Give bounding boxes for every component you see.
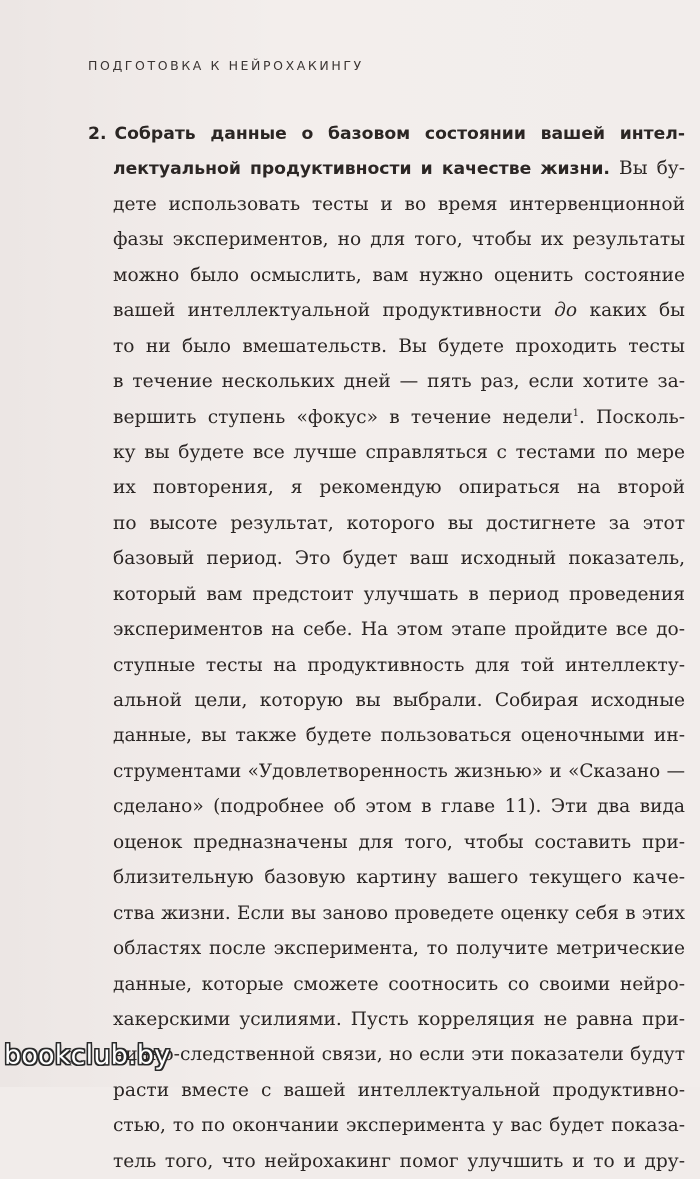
text-line xyxy=(88,400,685,435)
text-line: который вам предстоит улучшать в период проведения xyxy=(113,583,685,605)
text-line: оценок предназначены для того, чтобы составить при- xyxy=(113,831,685,853)
text-line: ступные тесты на продуктивность для той интеллекту- xyxy=(113,654,685,676)
text-span: . Посколь- xyxy=(578,406,685,428)
text-line: экспериментов на себе. На этом этапе пройдите все до- xyxy=(113,619,685,641)
text-line: их повторения, я рекомендую опираться на второй xyxy=(113,477,685,499)
item-bold-lead: Собрать данные о базовом состоянии вашей интел- xyxy=(114,124,685,144)
text-line: фазы экспериментов, но для того, чтобы их результаты xyxy=(113,229,685,251)
numbered-item xyxy=(88,116,685,1179)
text-line xyxy=(88,116,685,151)
text-line: базовый период. Это будет ваш исходный показатель, xyxy=(113,548,685,570)
text-line: близительную базовую картину вашего текущего каче- xyxy=(113,867,685,889)
item-bold-lead-cont: лектуальной продуктивности и качестве жизни. xyxy=(113,159,610,180)
text-line: дете использовать тесты и во время интервенционной xyxy=(113,193,685,215)
watermark xyxy=(4,1040,170,1071)
text-span: вершить ступень «фокус» в течение недели xyxy=(113,406,573,428)
text-line: ку вы будете все лучше справляться с тестами по мере xyxy=(113,441,685,463)
text-line: по высоте результат, которого вы достигнете за этот xyxy=(113,512,685,534)
italic-emphasis: до xyxy=(554,300,578,322)
text-line: сделано» (подробнее об этом в главе 11). Эти два вида xyxy=(113,796,685,818)
text-span: вашей интеллектуальной продуктивности xyxy=(113,300,555,322)
item-number: 2. xyxy=(88,124,107,144)
watermark-text: bookclub.by xyxy=(4,1040,171,1071)
text-line: струментами «Удовлетворенность жизнью» и «Сказано — xyxy=(113,760,685,782)
text-line: хакерскими усилиями. Пусть корреляция не равна при- xyxy=(113,1008,685,1030)
text-line: то ни было вмешательств. Вы будете проходить тесты xyxy=(113,335,685,357)
text-line: чинно-следственной связи, но если эти показатели будут xyxy=(113,1044,685,1066)
text-line: областях после эксперимента, то получите метрические xyxy=(113,938,685,960)
text-line: можно было осмыслить, вам нужно оценить состояние xyxy=(113,264,685,286)
text-span: Вы бу- xyxy=(609,158,685,180)
text-line: тель того, что нейрохакинг помог улучшить и то и дру- xyxy=(113,1150,685,1172)
text-line xyxy=(88,293,685,328)
text-line: альной цели, которую вы выбрали. Собирая исходные xyxy=(113,690,685,711)
text-line: расти вместе с вашей интеллектуальной продуктивно- xyxy=(113,1079,685,1101)
text-line: данные, которые сможете соотносить со своими нейро- xyxy=(113,973,685,995)
text-line: данные, вы также будете пользоваться оценочными ин- xyxy=(113,725,685,747)
running-head xyxy=(88,58,364,73)
text-span: каких бы xyxy=(577,300,685,322)
text-line: в течение нескольких дней — пять раз, если хотите за- xyxy=(113,371,685,393)
footnote-marker[interactable]: 1 xyxy=(572,407,579,419)
running-head-text: ПОДГОТОВКА К НЕЙРОХАКИНГУ xyxy=(88,58,364,73)
text-line: стью, то по окончании эксперимента у вас будет показа- xyxy=(113,1115,685,1137)
text-line: ства жизни. Если вы заново проведете оценку себя в этих xyxy=(113,902,685,924)
text-line xyxy=(88,151,685,186)
